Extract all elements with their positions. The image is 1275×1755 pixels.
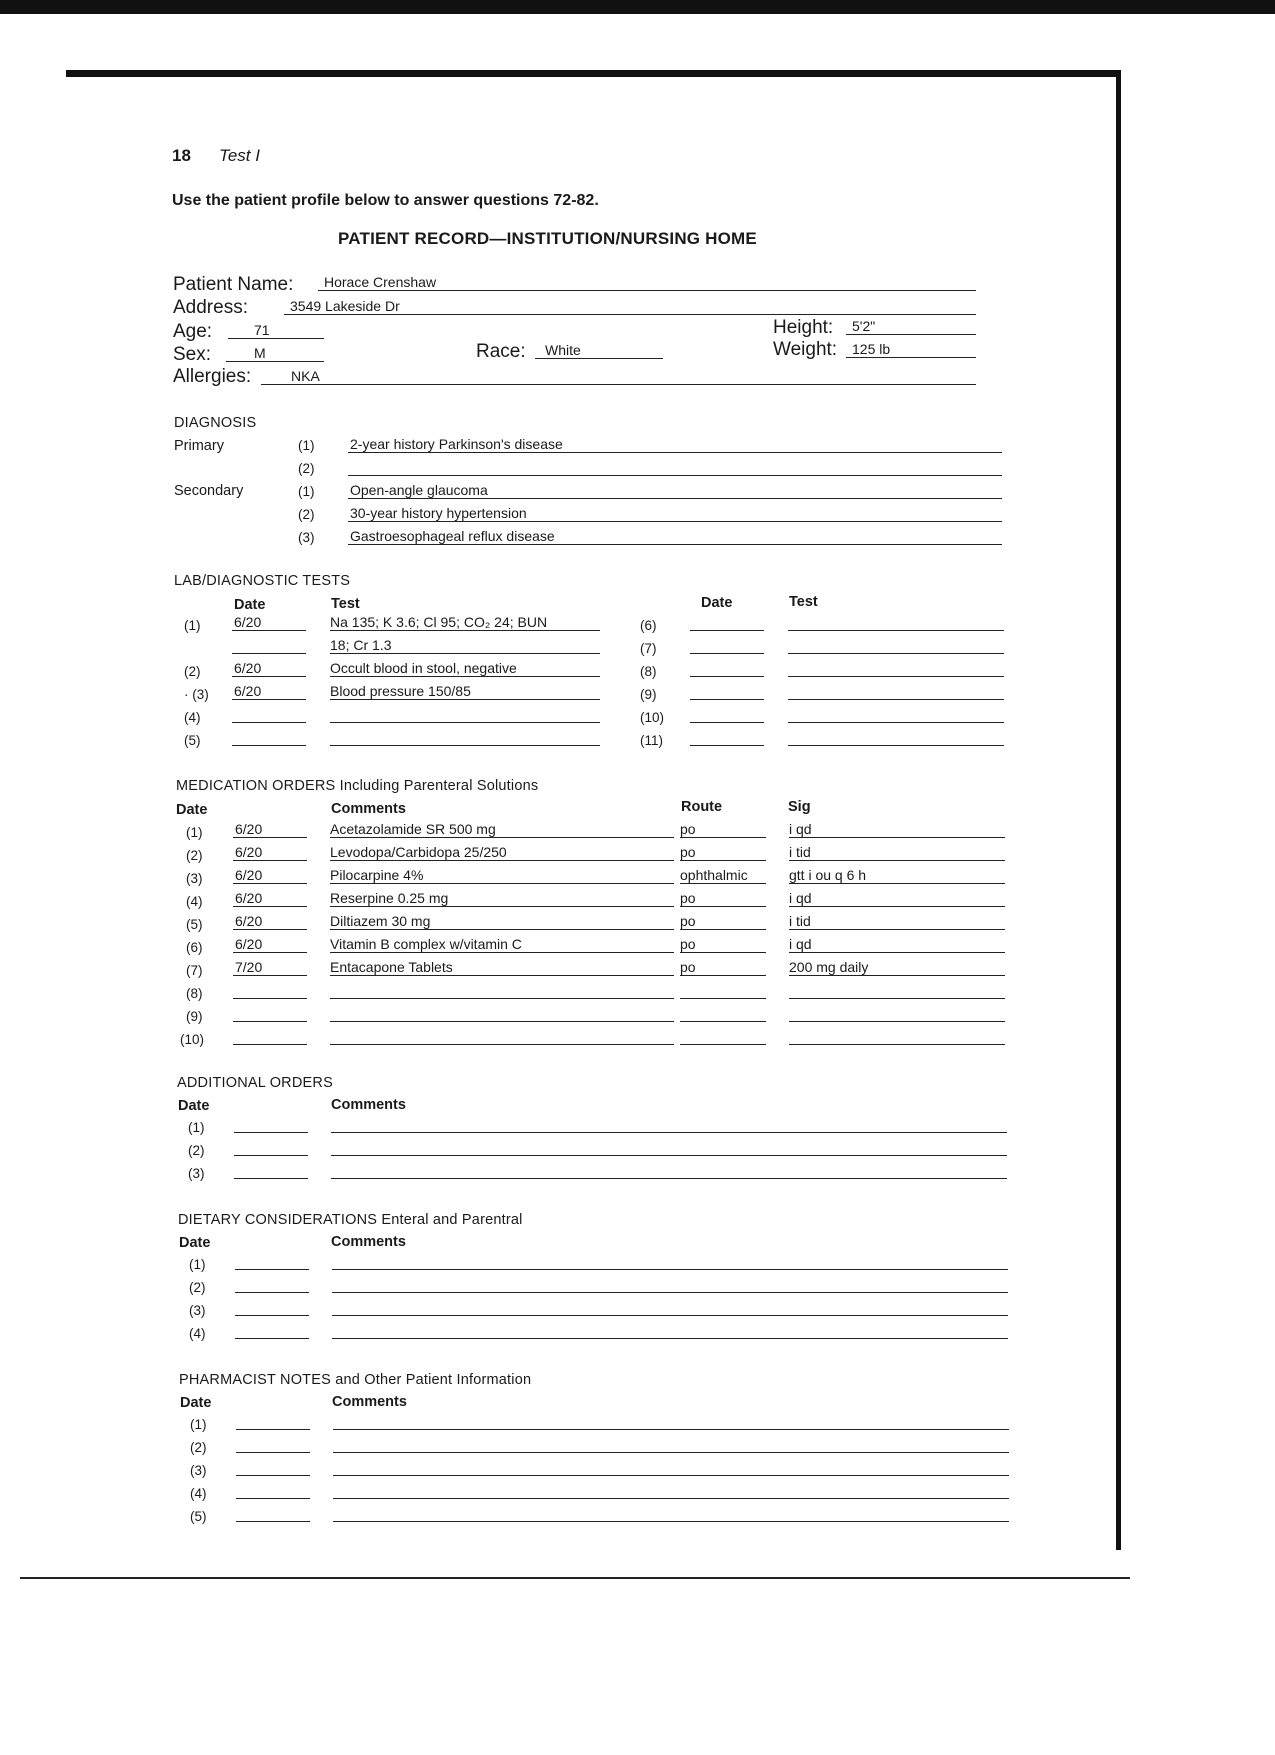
age-field: 71 bbox=[228, 322, 324, 339]
pharmacist-notes-comment-field bbox=[333, 1505, 1009, 1522]
additional-orders-date-field bbox=[234, 1116, 308, 1133]
address-field: 3549 Lakeside Dr bbox=[284, 298, 976, 315]
sex-label: Sex: bbox=[173, 344, 212, 365]
med-route-field: po bbox=[680, 959, 766, 976]
additional-orders-row-number: (3) bbox=[188, 1166, 205, 1181]
med-row-number: (3) bbox=[186, 871, 203, 886]
diagnosis-row-text: 2-year history Parkinson's disease bbox=[348, 436, 1002, 453]
height-field: 5'2" bbox=[846, 318, 976, 335]
med-comment-field bbox=[330, 982, 674, 999]
med-route-field: po bbox=[680, 844, 766, 861]
weight-label: Weight: bbox=[773, 339, 838, 360]
med-date-field bbox=[233, 1028, 307, 1045]
lab-date-field bbox=[232, 729, 306, 746]
lab-test-field: Na 135; K 3.6; Cl 95; CO₂ 24; BUN bbox=[330, 614, 600, 631]
lab-test-field-right bbox=[788, 637, 1004, 654]
med-comment-field: Levodopa/Carbidopa 25/250 bbox=[330, 844, 674, 861]
med-row-number: (6) bbox=[186, 940, 203, 955]
med-sig-field bbox=[789, 982, 1005, 999]
lab-row-number-right: (9) bbox=[640, 687, 657, 702]
med-row-number: (5) bbox=[186, 917, 203, 932]
diagnosis-row-number: (2) bbox=[298, 507, 315, 522]
pharmacist-notes-comment-field bbox=[333, 1482, 1009, 1499]
med-comment-field: Entacapone Tablets bbox=[330, 959, 674, 976]
med-row-number: (7) bbox=[186, 963, 203, 978]
record-title: PATIENT RECORD—INSTITUTION/NURSING HOME bbox=[338, 229, 757, 248]
pharmacist-notes-row-number: (1) bbox=[190, 1417, 207, 1432]
dietary-heading: DIETARY CONSIDERATIONS Enteral and Parentral bbox=[178, 1212, 523, 1228]
med-comment-field: Pilocarpine 4% bbox=[330, 867, 674, 884]
lab-test-field bbox=[330, 706, 600, 723]
dietary-date-field bbox=[235, 1322, 309, 1339]
med-comments-header: Comments bbox=[331, 801, 406, 817]
dietary-row-number: (2) bbox=[189, 1280, 206, 1295]
pharmacist-notes-date-field bbox=[236, 1505, 310, 1522]
pharmacist-notes-heading: PHARMACIST NOTES and Other Patient Information bbox=[179, 1372, 532, 1388]
patient-name-field: Horace Crenshaw bbox=[318, 274, 976, 291]
pharmacist-notes-date-field bbox=[236, 1436, 310, 1453]
dietary-row-number: (4) bbox=[189, 1326, 206, 1341]
lab-row-number: · (3) bbox=[184, 687, 209, 702]
med-route-header: Route bbox=[681, 799, 723, 815]
additional-orders-comment-field bbox=[331, 1116, 1007, 1133]
dietary-comments-header: Comments bbox=[331, 1234, 406, 1250]
pharmacist-notes-row-number: (4) bbox=[190, 1486, 207, 1501]
diagnosis-row-text: Open-angle glaucoma bbox=[348, 482, 1002, 499]
lab-test-field bbox=[330, 729, 600, 746]
lab-test-header-right: Test bbox=[789, 594, 818, 610]
med-date-header: Date bbox=[176, 802, 208, 818]
diagnosis-row-text: 30-year history hypertension bbox=[348, 505, 1002, 522]
med-sig-header: Sig bbox=[788, 799, 811, 815]
pharmacist-notes-comment-field bbox=[333, 1459, 1009, 1476]
lab-test-field-right bbox=[788, 660, 1004, 677]
pharmacist-notes-comment-field bbox=[333, 1436, 1009, 1453]
lab-test-field-right bbox=[788, 729, 1004, 746]
med-date-field: 7/20 bbox=[233, 959, 307, 976]
med-row-number: (1) bbox=[186, 825, 203, 840]
pharmacist-notes-comment-field bbox=[333, 1413, 1009, 1430]
med-date-field: 6/20 bbox=[233, 821, 307, 838]
med-comment-field bbox=[330, 1028, 674, 1045]
pharmacist-notes-row-number: (5) bbox=[190, 1509, 207, 1524]
lab-row-number: (5) bbox=[184, 733, 201, 748]
lab-date-field-right bbox=[690, 706, 764, 723]
lab-heading: LAB/DIAGNOSTIC TESTS bbox=[174, 573, 351, 589]
scan-top-edge bbox=[0, 0, 1275, 14]
race-field: White bbox=[535, 342, 663, 359]
lab-row-number-right: (8) bbox=[640, 664, 657, 679]
med-sig-field bbox=[789, 1005, 1005, 1022]
primary-label: Primary bbox=[174, 438, 224, 454]
lab-row-number: (4) bbox=[184, 710, 201, 725]
med-sig-field: i qd bbox=[789, 821, 1005, 838]
med-date-field: 6/20 bbox=[233, 913, 307, 930]
allergies-field: NKA bbox=[261, 368, 976, 385]
med-date-field: 6/20 bbox=[233, 867, 307, 884]
med-row-number: (9) bbox=[186, 1009, 203, 1024]
med-comment-field bbox=[330, 1005, 674, 1022]
diagnosis-row-text bbox=[348, 459, 1002, 476]
med-route-field bbox=[680, 1005, 766, 1022]
age-label: Age: bbox=[173, 321, 213, 342]
lab-row-number-right: (11) bbox=[640, 733, 664, 748]
med-sig-field: gtt i ou q 6 h bbox=[789, 867, 1005, 884]
diagnosis-row-number: (3) bbox=[298, 530, 315, 545]
lab-row-number-right: (10) bbox=[640, 710, 665, 725]
med-comment-field: Vitamin B complex w/vitamin C bbox=[330, 936, 674, 953]
dietary-date-field bbox=[235, 1299, 309, 1316]
pharmacist-comments-header: Comments bbox=[332, 1394, 407, 1410]
med-row-number: (8) bbox=[186, 986, 203, 1001]
height-label: Height: bbox=[773, 317, 834, 338]
diagnosis-row-number: (2) bbox=[298, 461, 315, 476]
test-label: Test I bbox=[219, 146, 260, 165]
additional-orders-comment-field bbox=[331, 1139, 1007, 1156]
lab-row-number: (2) bbox=[184, 664, 201, 679]
lab-test-field: 18; Cr 1.3 bbox=[330, 637, 600, 654]
med-route-field: ophthalmic bbox=[680, 867, 766, 884]
diagnosis-row-text: Gastroesophageal reflux disease bbox=[348, 528, 1002, 545]
med-comment-field: Diltiazem 30 mg bbox=[330, 913, 674, 930]
dietary-comment-field bbox=[332, 1322, 1008, 1339]
additional-comments-header: Comments bbox=[331, 1097, 406, 1113]
med-route-field: po bbox=[680, 936, 766, 953]
med-route-field: po bbox=[680, 890, 766, 907]
dietary-date-field bbox=[235, 1253, 309, 1270]
lab-test-header: Test bbox=[331, 596, 360, 612]
address-label: Address: bbox=[173, 297, 248, 318]
instruction-text: Use the patient profile below to answer questions 72-82. bbox=[172, 192, 599, 209]
med-sig-field: i tid bbox=[789, 913, 1005, 930]
lab-date-header-right: Date bbox=[701, 595, 733, 611]
lab-date-field bbox=[232, 637, 306, 654]
med-date-field bbox=[233, 1005, 307, 1022]
dietary-row-number: (1) bbox=[189, 1257, 206, 1272]
scan-bottom-edge bbox=[20, 1577, 1130, 1579]
additional-date-header: Date bbox=[178, 1098, 210, 1114]
med-sig-field: i tid bbox=[789, 844, 1005, 861]
med-row-number: (2) bbox=[186, 848, 203, 863]
pharmacist-notes-date-field bbox=[236, 1482, 310, 1499]
med-route-field bbox=[680, 1028, 766, 1045]
pharmacist-date-header: Date bbox=[180, 1395, 212, 1411]
pharmacist-notes-date-field bbox=[236, 1459, 310, 1476]
additional-orders-comment-field bbox=[331, 1162, 1007, 1179]
lab-test-field-right bbox=[788, 614, 1004, 631]
dietary-row-number: (3) bbox=[189, 1303, 206, 1318]
lab-test-field-right bbox=[788, 683, 1004, 700]
med-row-number: (10) bbox=[180, 1032, 205, 1047]
lab-date-field-right bbox=[690, 729, 764, 746]
lab-date-field-right bbox=[690, 660, 764, 677]
med-date-field: 6/20 bbox=[233, 844, 307, 861]
med-date-field bbox=[233, 982, 307, 999]
lab-test-field-right bbox=[788, 706, 1004, 723]
lab-date-field-right bbox=[690, 683, 764, 700]
dietary-comment-field bbox=[332, 1299, 1008, 1316]
dietary-comment-field bbox=[332, 1253, 1008, 1270]
lab-row-number-right: (7) bbox=[640, 641, 657, 656]
diagnosis-row-number: (1) bbox=[298, 438, 315, 453]
pharmacist-notes-row-number: (3) bbox=[190, 1463, 207, 1478]
med-comment-field: Reserpine 0.25 mg bbox=[330, 890, 674, 907]
med-sig-field bbox=[789, 1028, 1005, 1045]
lab-test-field: Occult blood in stool, negative bbox=[330, 660, 600, 677]
lab-row-number: (1) bbox=[184, 618, 201, 633]
additional-orders-date-field bbox=[234, 1139, 308, 1156]
med-route-field bbox=[680, 982, 766, 999]
additional-orders-row-number: (2) bbox=[188, 1143, 205, 1158]
lab-date-field-right bbox=[690, 637, 764, 654]
additional-orders-heading: ADDITIONAL ORDERS bbox=[177, 1075, 333, 1091]
lab-date-field-right bbox=[690, 614, 764, 631]
lab-date-field: 6/20 bbox=[232, 660, 306, 677]
sex-field: M bbox=[226, 345, 324, 362]
lab-row-number-right: (6) bbox=[640, 618, 657, 633]
med-sig-field: i qd bbox=[789, 936, 1005, 953]
lab-date-field bbox=[232, 706, 306, 723]
lab-date-header: Date bbox=[234, 597, 266, 613]
pharmacist-notes-row-number: (2) bbox=[190, 1440, 207, 1455]
diagnosis-heading: DIAGNOSIS bbox=[174, 415, 257, 431]
med-row-number: (4) bbox=[186, 894, 203, 909]
lab-date-field: 6/20 bbox=[232, 614, 306, 631]
lab-date-field: 6/20 bbox=[232, 683, 306, 700]
dietary-date-field bbox=[235, 1276, 309, 1293]
dietary-comment-field bbox=[332, 1276, 1008, 1293]
diagnosis-row-number: (1) bbox=[298, 484, 315, 499]
additional-orders-date-field bbox=[234, 1162, 308, 1179]
secondary-label: Secondary bbox=[174, 483, 244, 499]
pharmacist-notes-date-field bbox=[236, 1413, 310, 1430]
med-date-field: 6/20 bbox=[233, 890, 307, 907]
med-route-field: po bbox=[680, 821, 766, 838]
med-date-field: 6/20 bbox=[233, 936, 307, 953]
weight-field: 125 lb bbox=[846, 341, 976, 358]
allergies-label: Allergies: bbox=[173, 366, 252, 387]
med-route-field: po bbox=[680, 913, 766, 930]
med-sig-field: i qd bbox=[789, 890, 1005, 907]
page-number: 18 bbox=[172, 146, 191, 165]
lab-test-field: Blood pressure 150/85 bbox=[330, 683, 600, 700]
dietary-date-header: Date bbox=[179, 1235, 211, 1251]
medication-heading: MEDICATION ORDERS Including Parenteral Solutions bbox=[176, 778, 539, 794]
med-sig-field: 200 mg daily bbox=[789, 959, 1005, 976]
med-comment-field: Acetazolamide SR 500 mg bbox=[330, 821, 674, 838]
race-label: Race: bbox=[476, 341, 526, 362]
patient-name-label: Patient Name: bbox=[173, 274, 294, 295]
additional-orders-row-number: (1) bbox=[188, 1120, 205, 1135]
